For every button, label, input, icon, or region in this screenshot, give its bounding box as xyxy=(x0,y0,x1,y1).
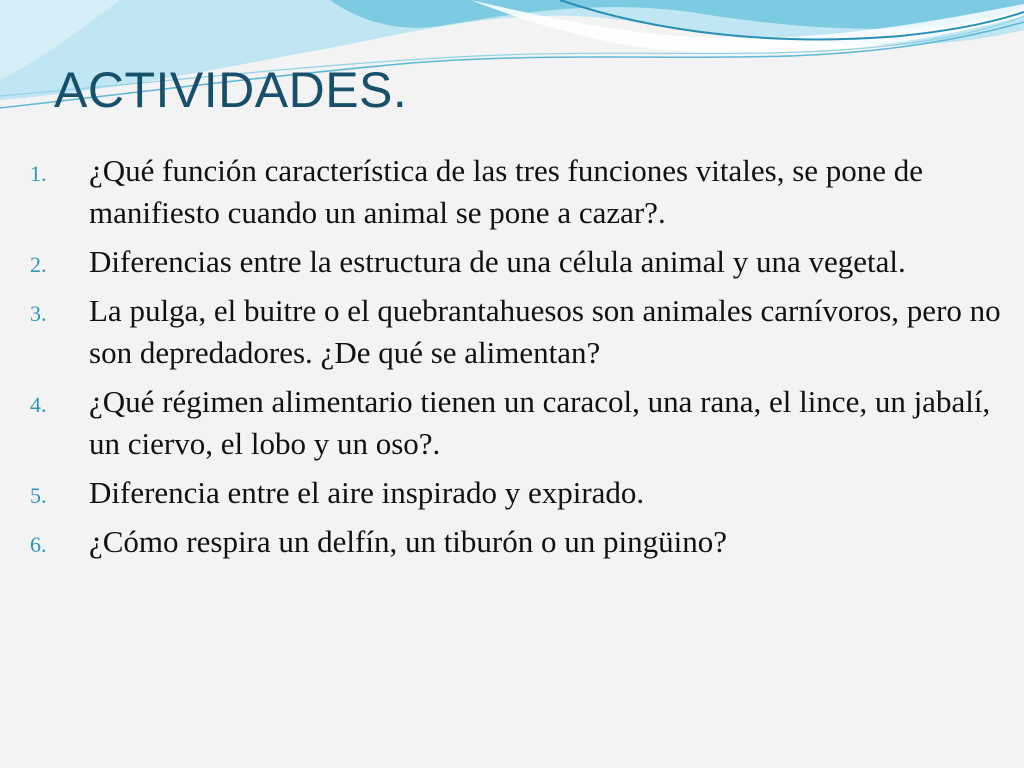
list-item xyxy=(0,472,1024,514)
item-number: 2. xyxy=(30,252,47,277)
slide-title: ACTIVIDADES. xyxy=(54,62,408,118)
item-number: 6. xyxy=(30,532,47,557)
item-number: 1. xyxy=(30,161,47,186)
item-number: 4. xyxy=(30,392,47,417)
list-item xyxy=(0,290,1024,374)
list-item xyxy=(0,241,1024,283)
item-text: La pulga, el buitre o el quebrantahuesos son animales carnívoros, pero no son depredadores. ¿De qué se alimentan? xyxy=(89,293,1001,370)
item-text: ¿Qué régimen alimentario tienen un caracol, una rana, el lince, un jabalí, un ciervo, el lobo y un oso?. xyxy=(89,384,991,461)
item-text: ¿Qué función característica de las tres funciones vitales, se pone de manifiesto cuando un animal se pone a cazar?. xyxy=(89,153,924,230)
list-item xyxy=(0,381,1024,465)
item-text: Diferencia entre el aire inspirado y expirado. xyxy=(89,475,645,510)
item-number: 5. xyxy=(30,483,47,508)
item-text: Diferencias entre la estructura de una célula animal y una vegetal. xyxy=(89,244,906,279)
item-number: 3. xyxy=(30,301,47,326)
list-item xyxy=(0,150,1024,234)
list-item xyxy=(0,521,1024,563)
activity-list xyxy=(0,150,1024,570)
item-text: ¿Cómo respira un delfín, un tiburón o un pingüino? xyxy=(89,524,727,559)
